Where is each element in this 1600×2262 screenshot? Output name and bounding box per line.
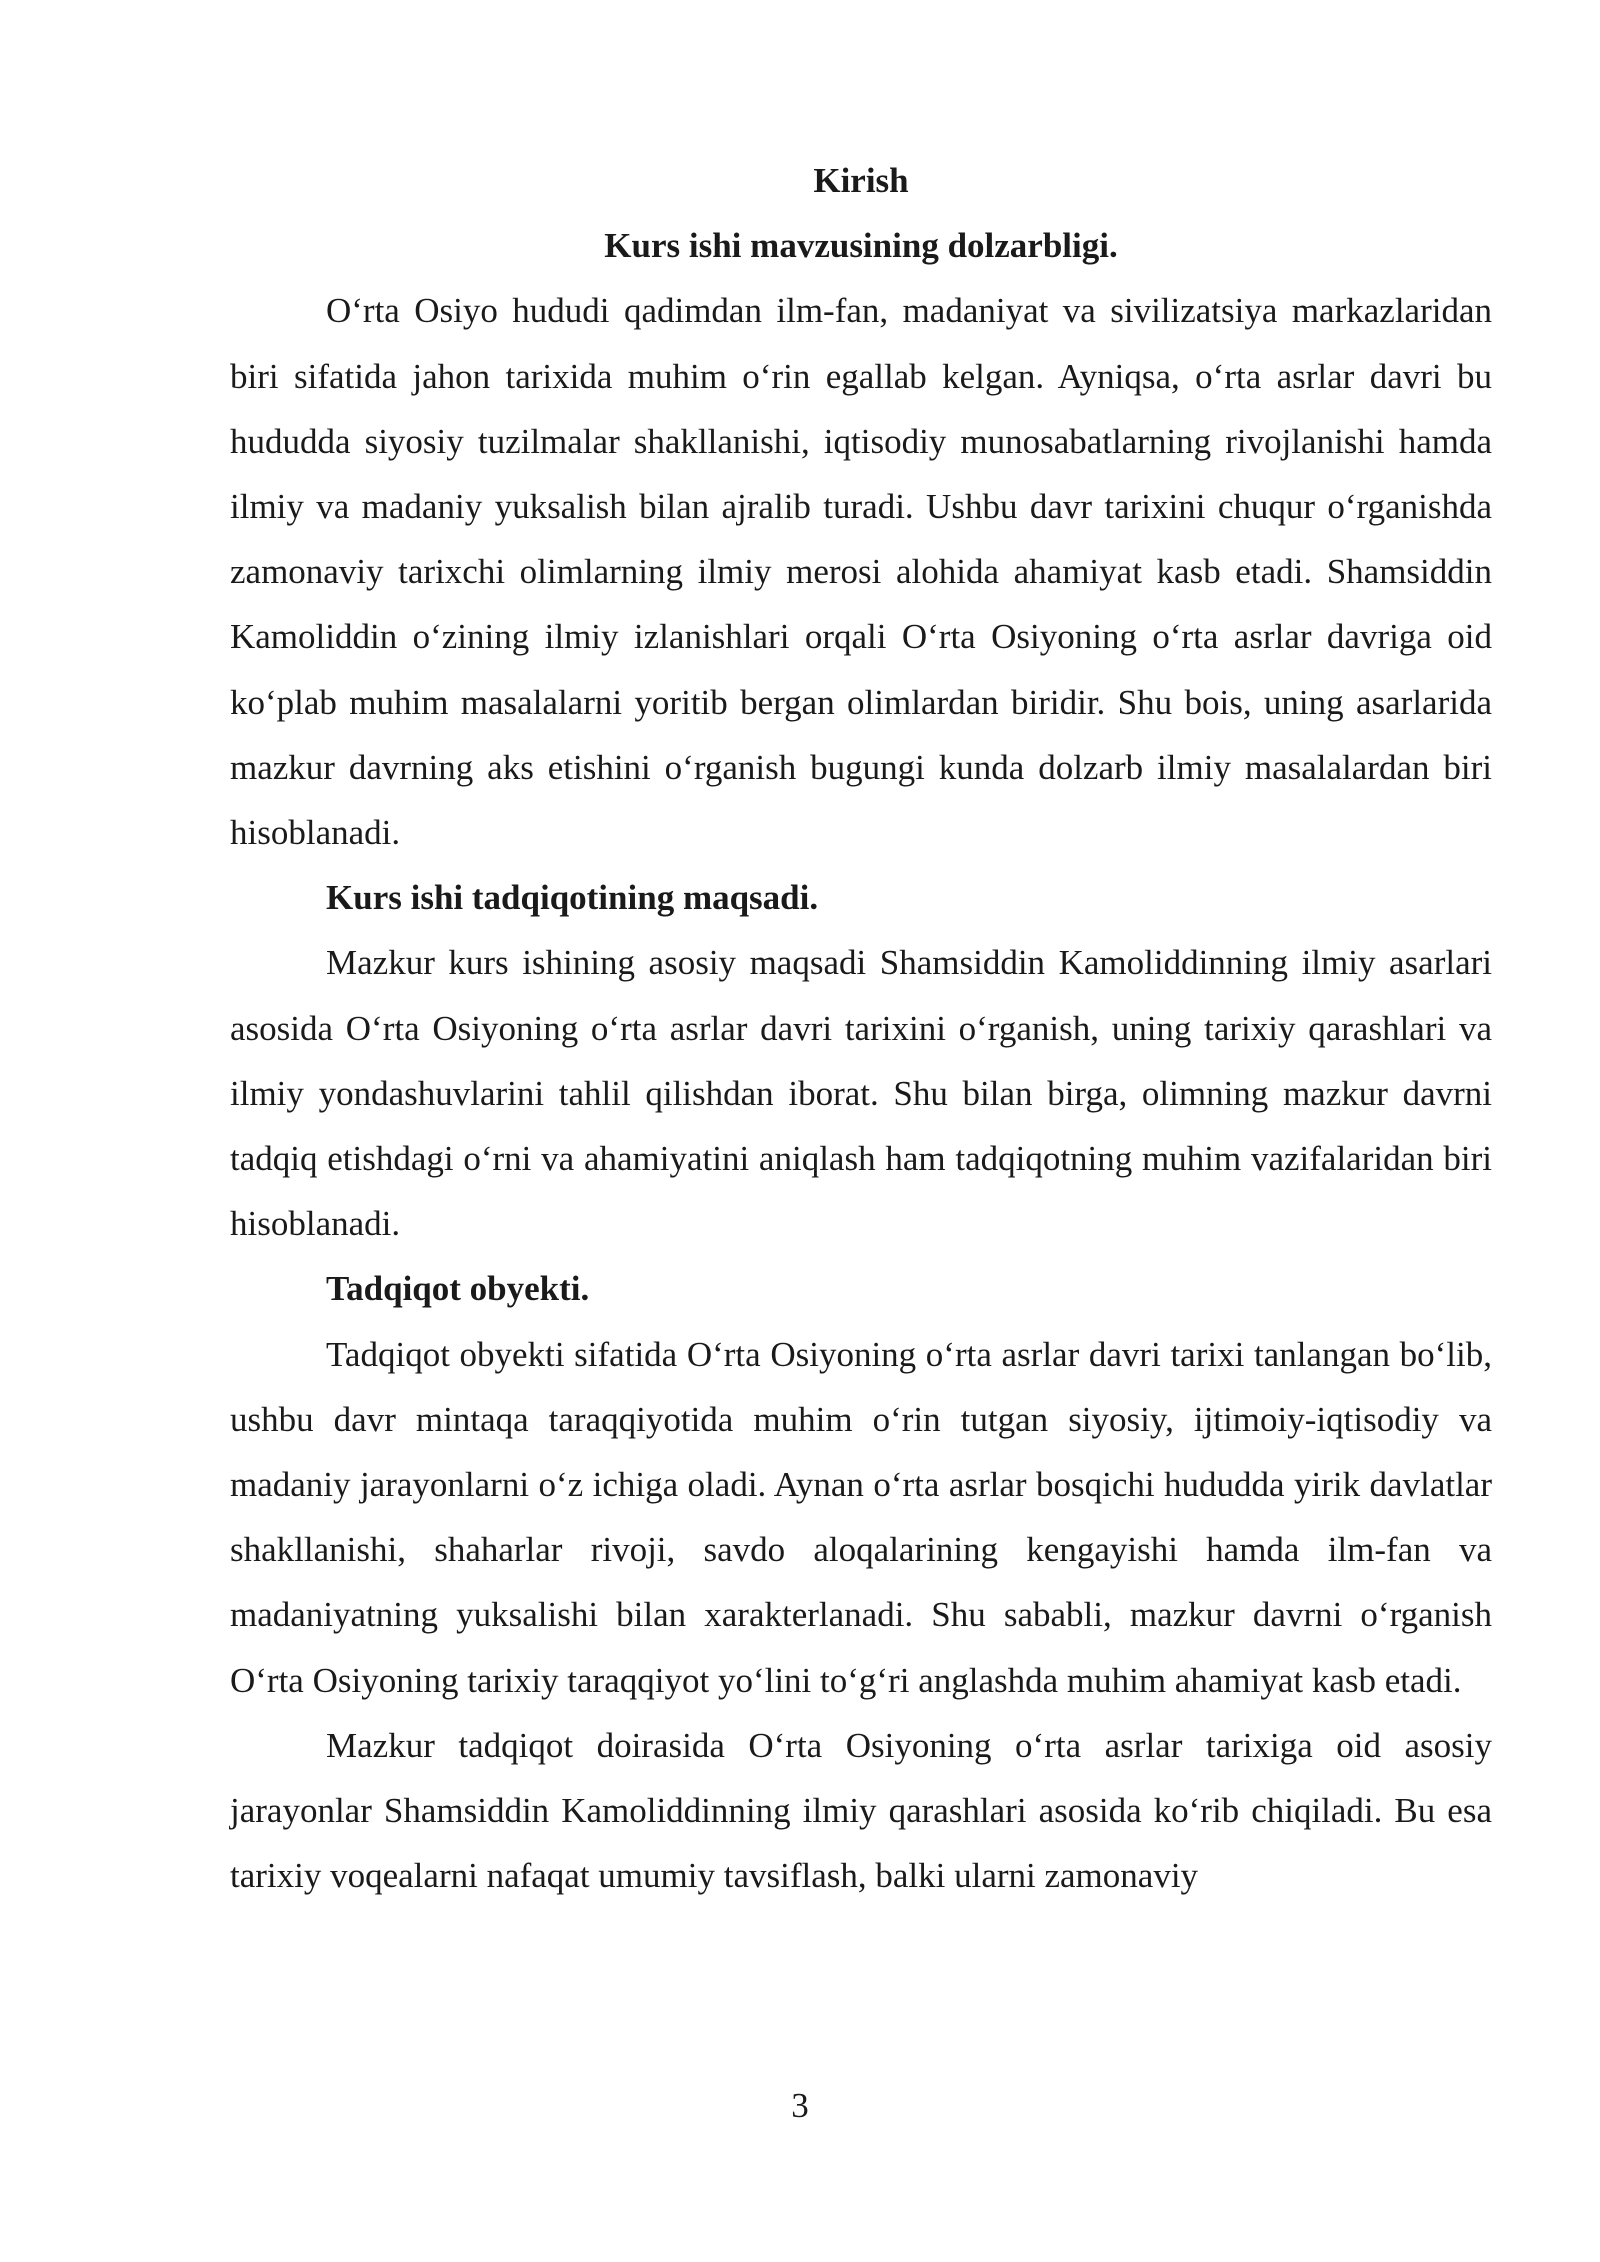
section-heading-relevance: Kurs ishi mavzusining dolzarbligi. <box>604 226 1118 266</box>
paragraph-relevance: O‘rta Osiyo hududi qadimdan ilm-fan, madaniyat va sivilizatsiya markazlaridan biri sifatida jahon tarixida muhim o‘rin egallab kelgan. Ayniqsa, o‘rta asrlar davri bu hududda siyosiy tuzilmalar shakllanishi, iqtisodiy munosabatlarning rivojlanishi hamda ilmiy va madaniy yuksalish bilan ajralib turadi. Ushbu davr tarixini chuqur o‘rganishda zamonaviy tarixchi olimlarning ilmiy merosi alohida ahamiyat kasb etadi. Shamsiddin Kamoliddin o‘zining ilmiy izlanishlari orqali O‘rta Osiyoning o‘rta asrlar davriga oid ko‘plab muhim masalalarni yoritib bergan olimlardan biridir. Shu bois, uning asarlarida mazkur davrning aks etishini o‘rganish bugungi kunda dolzarb ilmiy masalalardan biri hisoblanadi. <box>230 291 1492 853</box>
section-heading-object: Tadqiqot obyekti. <box>326 1269 590 1309</box>
paragraph-goal: Mazkur kurs ishining asosiy maqsadi Shamsiddin Kamoliddinning ilmiy asarlari asosida O‘rta Osiyoning o‘rta asrlar davri tarixini o‘rganish, uning tarixiy qarashlari va ilmiy yondashuvlarini tahlil qilishdan iborat. Shu bilan birga, olimning mazkur davrni tadqiq etishdagi o‘rni va ahamiyatini aniqlash ham tadqiqotning muhim vazifalaridan biri hisoblanadi. <box>230 943 1492 1244</box>
page-number: 3 <box>791 2086 809 2125</box>
paragraph-object: Tadqiqot obyekti sifatida O‘rta Osiyoning o‘rta asrlar davri tarixi tanlangan bo‘lib, ushbu davr mintaqa taraqqiyotida muhim o‘rin tutgan siyosiy, ijtimoiy-iqtisodiy va madaniy jarayonlarni o‘z ichiga oladi. Aynan o‘rta asrlar bosqichi hududda yirik davlatlar shakllanishi, shaharlar rivoji, savdo aloqalarining kengayishi hamda ilm-fan va madaniyatning yuksalishi bilan xarakterlanadi. Shu sababli, mazkur davrni o‘rganish O‘rta Osiyoning tarixiy taraqqiyot yo‘lini to‘g‘ri anglashda muhim ahamiyat kasb etadi. <box>230 1334 1492 1700</box>
page-content <box>230 148 1492 1908</box>
paragraph-object-continued: Mazkur tadqiqot doirasida O‘rta Osiyoning o‘rta asrlar tarixiga oid asosiy jarayonlar Shamsiddin Kamoliddinning ilmiy qarashlari asosida ko‘rib chiqiladi. Bu esa tarixiy voqealarni nafaqat umumiy tavsiflash, balki ularni zamonaviy <box>230 1725 1492 1896</box>
section-heading-goal: Kurs ishi tadqiqotining maqsadi. <box>326 878 819 918</box>
page-title: Kirish <box>813 161 909 200</box>
